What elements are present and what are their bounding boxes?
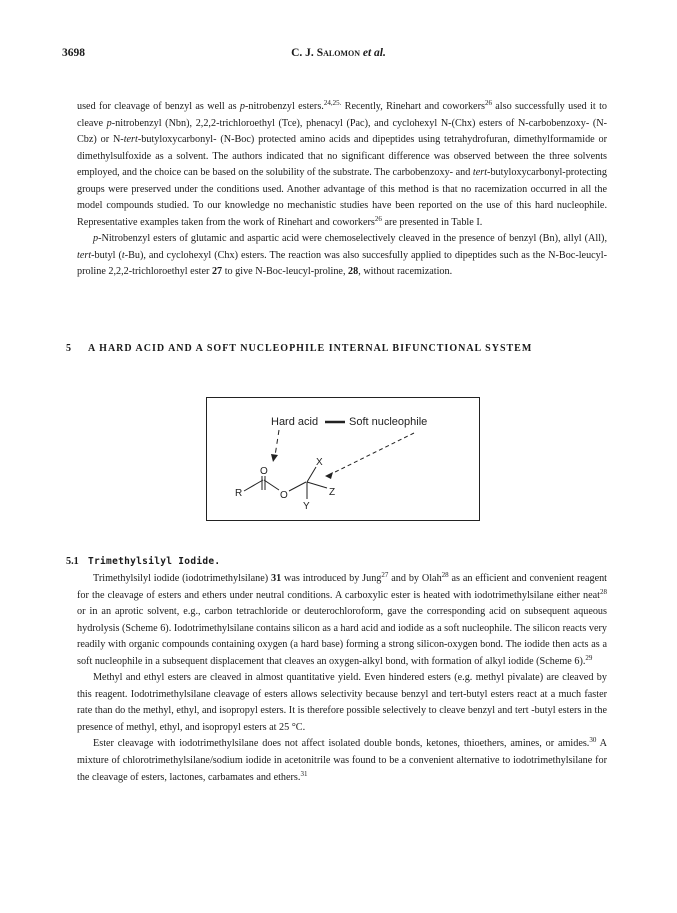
structure-diagram <box>207 398 479 520</box>
ester-oxygen: O <box>280 490 288 501</box>
subsection-title: Trimethylsilyl Iodide. <box>88 556 221 567</box>
hard-acid-arrowhead <box>271 454 278 462</box>
section-number: 5 <box>66 343 72 354</box>
body-text-bottom <box>77 571 607 786</box>
r-group: R <box>235 488 243 499</box>
x-substituent: X <box>316 457 323 468</box>
hard-acid-label: Hard acid <box>271 416 319 428</box>
y-substituent: Y <box>303 501 310 512</box>
subsection-number: 5.1 <box>66 556 79 567</box>
section-heading <box>66 343 532 354</box>
subsection-heading <box>66 556 220 567</box>
soft-nucleophile-arrow <box>327 433 414 476</box>
z-bond <box>307 482 327 488</box>
o-carbon-bond <box>289 482 306 491</box>
running-head <box>0 47 677 59</box>
paragraph-5: Ester cleavage with iodotrimethylsilane does not affect isolated double bonds, ketones, thioethers, amines, or amides.$^{30}$ A mixture of chlorotrimethylsilane/sodium iodide in acetonitrile was found to be a convenient alternative to iodotrimethylsilane for the cleavage of esters, lactones, carbamates and ethers.$^{31}$ <box>77 736 607 783</box>
r-bond <box>244 480 263 491</box>
paragraph-2: p-Nitrobenzyl esters of glutamic and aspartic acid were chemoselectively cleaved in the presence of benzyl (Bn), allyl (All), tert-butyl (t-Bu), and cyclohexyl (Chx) esters. The reaction was also succesfully applied to dipeptides such as the N-Boc-leucyl-proline 2,2,2-trichloroethyl ester 27 to give N-Boc-leucyl-proline, 28, without racemization. <box>77 233 608 278</box>
soft-nucleophile-label: Soft nucleophile <box>349 416 428 428</box>
et-al: et al. <box>359 47 386 59</box>
z-substituent: Z <box>329 487 336 498</box>
author-surname: Salomon <box>316 47 360 59</box>
paragraph-4: Methyl and ethyl esters are cleaved in almost quantitative yield. Even hindered esters (e.g. methyl pivalate) are cleaved by this reagent. Iodotrimethylsilane cleavage of esters allows selectivity because benzyl and tert-butyl esters react at a much faster rate than do the methyl, ethyl, and isopropyl esters. It is therefore possible selectively to cleave benzyl and tert -butyl esters in the presence of methyl, ethyl, and isopropyl esters at 25 °C. <box>77 672 607 733</box>
carbonyl-oxygen: O <box>260 466 268 477</box>
bifunctional-system-figure <box>206 397 480 521</box>
hard-acid-arrow <box>275 430 279 456</box>
section-title: A HARD ACID AND A SOFT NUCLEOPHILE INTERNAL BIFUNCTIONAL SYSTEM <box>88 343 533 354</box>
carbonyl-ester-bond <box>264 480 279 490</box>
body-text-top <box>77 99 607 281</box>
paragraph-3: Trimethylsilyl iodide (iodotrimethylsilane) 31 was introduced by Jung$^{27}$ and by Olah$^{28}$ as an efficient and convenient reagent for the cleavage of esters and ethers under neutral conditions. A carboxylic ester is heated with iodotrimethylsilane either neat$^{28}$ or in an aprotic solvent, e.g., carbon tetrachloride or deuterochloroform, gave the corresponding acid on subsequent aqueous hydrolysis (Scheme 6). Iodotrimethylsilane contains silicon as a hard acid and iodide as a soft nucleophile. The silicon reacts very readily with organic compounds containing oxygen (a hard base) forming a strong silicon-oxygen bond. The iodide then acts as a soft nucleophile in a subsequent displacement that cleaves an oxygen-alkyl bond, with formation of alkyl iodide (Scheme 6).$^{29}$ <box>77 571 608 667</box>
author-initials: C. J. <box>291 47 317 59</box>
page-number: 3698 <box>62 47 85 59</box>
soft-nucleophile-arrowhead <box>325 472 333 479</box>
x-bond <box>307 467 316 482</box>
paragraph-1: used for cleavage of benzyl as well as p-nitrobenzyl esters.$^{24,25.}$ Recently, Rinehart and coworkers$^{26}$ also successfully used it to cleave p-nitrobenzyl (Nbn), 2,2,2-trichloroethyl (Tce), phenacyl (Pac), and cyclohexyl N-(Chx) esters of N-carbobenzoxy- (N-Cbz) or N-tert-butyloxycarbonyl- (N-Boc) protected amino acids and dipeptides using tetrahydrofuran, dimethylformamide or dimethylsulfoxide as a solvent. The authors indicated that no significant difference was observed between the three solvents employed, and the choice can be based on the solubility of the substrate. The carbobenzoxy- and tert-butyloxycarbonyl-protecting groups were preserved under the conditions used. Another advantage of this method is that no racemization occurred in all the model compounds studied. To our knowledge no mechanistic studies have been reported on the use of this hard nucleophile. Representative examples taken from the work of Rinehart and coworkers$^{26}$ are presented in Table I. <box>77 99 607 228</box>
